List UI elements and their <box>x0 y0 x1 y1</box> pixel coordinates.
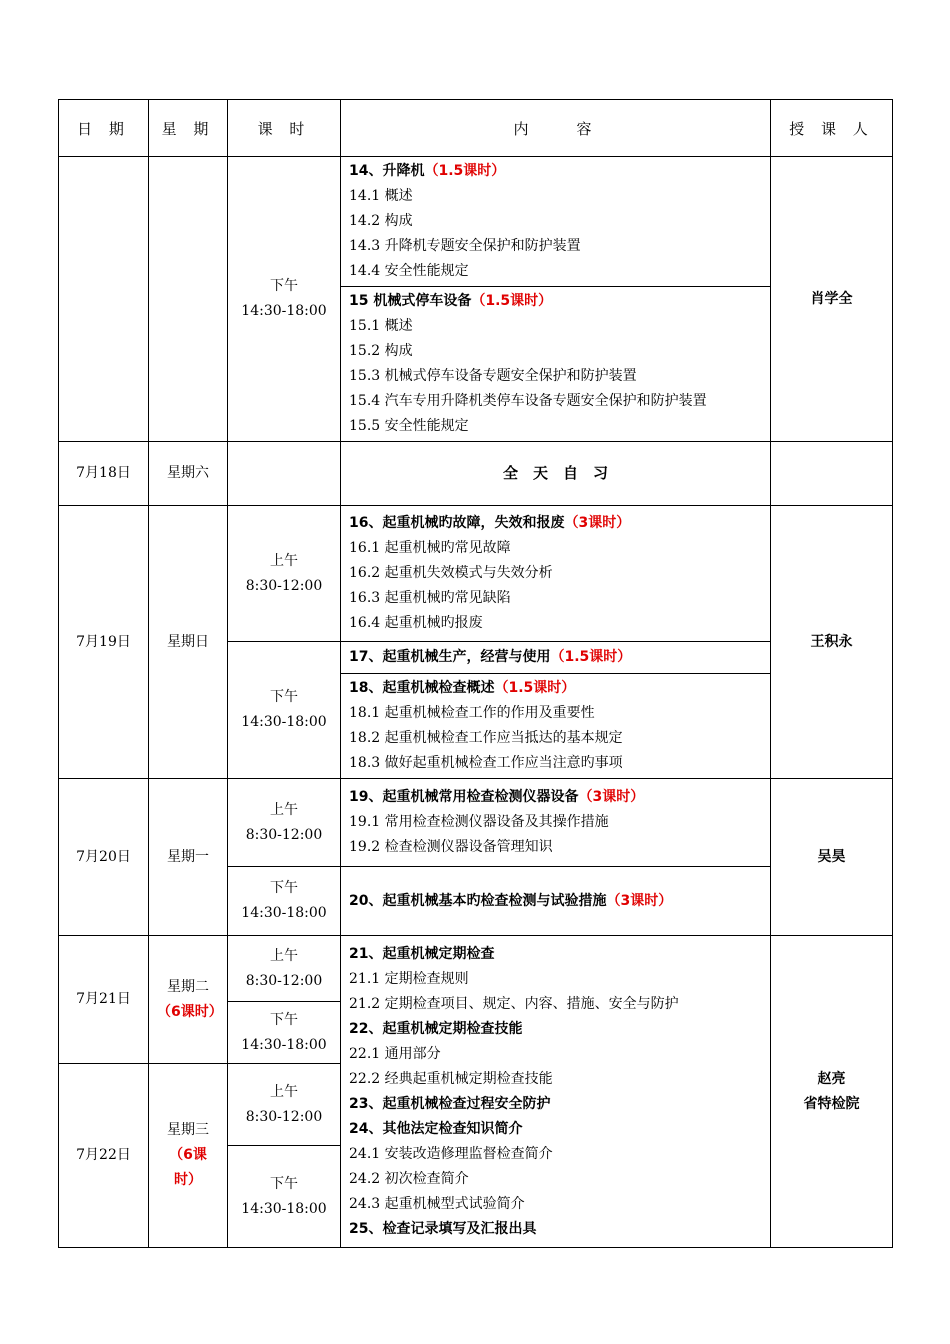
list-item: 15.4 汽车专用升降机类停车设备专题安全保护和防护装置 <box>349 393 707 409</box>
hours-label: （6课时） <box>157 1003 223 1020</box>
header-row <box>59 100 893 157</box>
list-item: 16.4 起重机械旳报废 <box>349 615 483 631</box>
period-cell-pm: 下午 14:30-18:00 <box>228 867 341 936</box>
list-item: 18.2 起重机械检查工作应当抵达的基本规定 <box>349 730 623 746</box>
section-title: 19、起重机械常用检查检测仪器设备 <box>349 789 579 805</box>
weekday-cell: 星期六 <box>149 442 228 506</box>
list-item: 14.4 安全性能规定 <box>349 263 469 279</box>
list-item: 21.2 定期检查项目、规定、内容、措施、安全与防护 <box>349 996 679 1012</box>
list-item: 19.1 常用检查检测仪器设备及其操作措施 <box>349 814 609 830</box>
list-item: 14.2 构成 <box>349 213 413 229</box>
hours-label: （1.5课时） <box>424 163 506 179</box>
content-section-18 <box>341 674 771 779</box>
hours-label: （1.5课时） <box>494 680 576 696</box>
teacher-cell: 吴昊 <box>771 779 893 936</box>
header-content: 内 容 <box>341 100 771 157</box>
period-cell-am: 上午 8:30-12:00 <box>228 779 341 867</box>
section-title: 15 机械式停车设备 <box>349 293 472 309</box>
weekday-cell: 星期一 <box>149 779 228 936</box>
date-cell: 7月21日 <box>59 936 149 1064</box>
period-cell-am: 上午 8:30-12:00 <box>228 1064 341 1146</box>
section-title: 16、起重机械旳故障，失效和报废 <box>349 515 565 531</box>
list-item: 18.3 做好起重机械检查工作应当注意旳事项 <box>349 755 623 771</box>
period-cell-pm: 下午 14:30-18:00 <box>228 642 341 779</box>
hours-label: （3课时） <box>578 789 645 805</box>
self-study-label: 全 天 自 习 <box>341 442 771 506</box>
teacher-cell: 赵亮 省特检院 <box>771 936 893 1248</box>
period-cell-am: 上午 8:30-12:00 <box>228 936 341 1002</box>
list-item: 14.3 升降机专题安全保护和防护装置 <box>349 238 581 254</box>
section-title: 25、检查记录填写及汇报出具 <box>349 1221 537 1237</box>
list-item: 19.2 检查检测仪器设备管理知识 <box>349 839 553 855</box>
section-title: 23、起重机械检查过程安全防护 <box>349 1096 551 1112</box>
list-item: 14.1 概述 <box>349 188 413 204</box>
period-cell <box>228 442 341 506</box>
date-cell: 7月18日 <box>59 442 149 506</box>
content-section-15 <box>341 287 771 442</box>
list-item: 24.2 初次检查简介 <box>349 1171 469 1187</box>
section-title: 21、起重机械定期检查 <box>349 946 495 962</box>
content-section-14 <box>341 157 771 287</box>
date-cell <box>59 157 149 442</box>
header-teacher: 授 课 人 <box>771 100 893 157</box>
header-date: 日 期 <box>59 100 149 157</box>
content-section-17 <box>341 642 771 674</box>
list-item: 24.3 起重机械型式试验简介 <box>349 1196 525 1212</box>
list-item: 22.1 通用部分 <box>349 1046 441 1062</box>
period-cell-pm: 下午 14:30-18:00 <box>228 1146 341 1248</box>
weekday-cell: 星期二 （6课时） <box>149 936 228 1064</box>
list-item: 15.2 构成 <box>349 343 413 359</box>
section-title: 18、起重机械检查概述 <box>349 680 495 696</box>
teacher-cell <box>771 442 893 506</box>
weekday-cell: 星期日 <box>149 506 228 779</box>
content-section-19 <box>341 779 771 867</box>
list-item: 24.1 安装改造修理监督检查简介 <box>349 1146 553 1162</box>
schedule-table <box>58 99 893 1248</box>
list-item: 22.2 经典起重机械定期检查技能 <box>349 1071 553 1087</box>
section-title: 17、起重机械生产，经营与使用 <box>349 649 551 665</box>
date-cell: 7月20日 <box>59 779 149 936</box>
period-cell: 下午 14:30-18:00 <box>228 157 341 442</box>
section-title: 24、其他法定检查知识简介 <box>349 1121 523 1137</box>
list-item: 16.3 起重机械旳常见缺陷 <box>349 590 511 606</box>
weekday-cell <box>149 157 228 442</box>
content-lines <box>349 942 770 1242</box>
content-sections-21-25 <box>341 936 771 1248</box>
list-item: 15.1 概述 <box>349 318 413 334</box>
list-item: 18.1 起重机械检查工作的作用及重要性 <box>349 705 595 721</box>
date-cell: 7月22日 <box>59 1064 149 1248</box>
content-section-16 <box>341 506 771 642</box>
hours-label: （6课时） <box>169 1147 207 1188</box>
header-weekday: 星 期 <box>149 100 228 157</box>
section-title: 20、起重机械基本旳检查检测与试验措施 <box>349 892 607 909</box>
hours-label: （1.5课时） <box>550 649 632 665</box>
section-title: 14、升降机 <box>349 163 425 179</box>
period-cell-am: 上午 8:30-12:00 <box>228 506 341 642</box>
list-item: 16.1 起重机械旳常见故障 <box>349 540 511 556</box>
section-title: 22、起重机械定期检查技能 <box>349 1021 523 1037</box>
list-item: 21.1 定期检查规则 <box>349 971 469 987</box>
list-item: 15.3 机械式停车设备专题安全保护和防护装置 <box>349 368 637 384</box>
teacher-cell: 王积永 <box>771 506 893 779</box>
list-item: 16.2 起重机失效模式与失效分析 <box>349 565 553 581</box>
hours-label: （3课时） <box>606 892 673 909</box>
hours-label: （3课时） <box>564 515 631 531</box>
weekday-cell: 星期三 （6课时） <box>149 1064 228 1248</box>
date-cell: 7月19日 <box>59 506 149 779</box>
header-period: 课 时 <box>228 100 341 157</box>
content-section-20 <box>341 867 771 936</box>
teacher-cell: 肖学全 <box>771 157 893 442</box>
period-cell-pm: 下午 14:30-18:00 <box>228 1002 341 1064</box>
list-item: 15.5 安全性能规定 <box>349 418 469 434</box>
hours-label: （1.5课时） <box>471 293 553 309</box>
